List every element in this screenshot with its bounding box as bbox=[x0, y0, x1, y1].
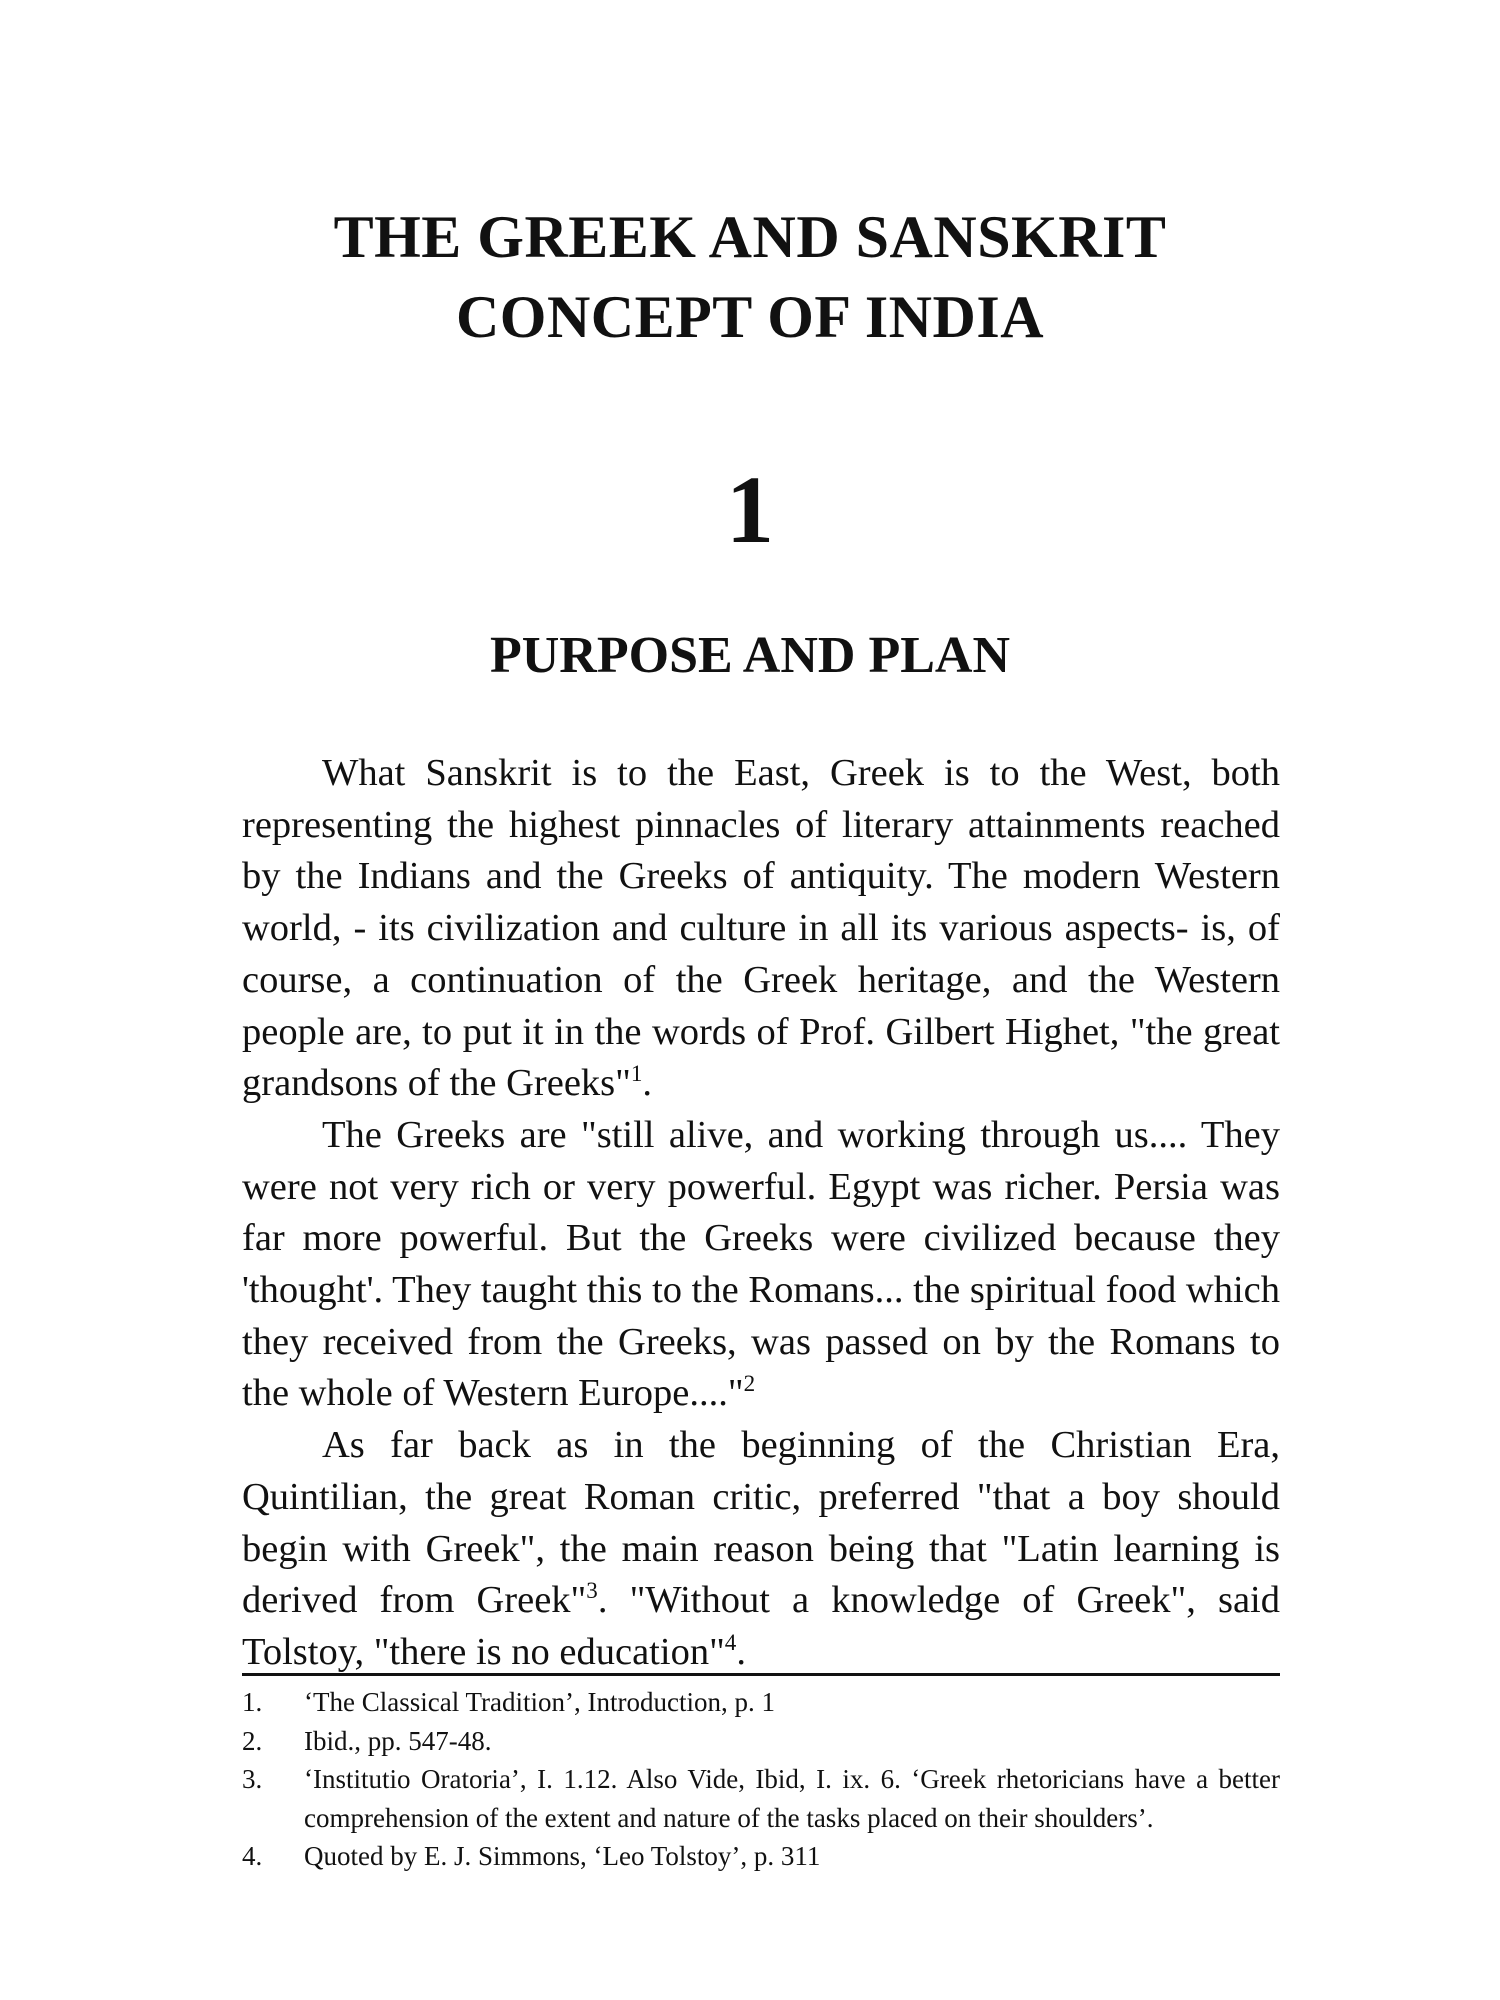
footnote bbox=[242, 1722, 1280, 1761]
paragraph bbox=[242, 1420, 1280, 1679]
paragraph-text: . bbox=[736, 1630, 746, 1673]
chapter-title: PURPOSE AND PLAN bbox=[489, 627, 1011, 684]
chapter-number: 1 bbox=[726, 456, 774, 563]
paragraph-text: . bbox=[642, 1062, 653, 1105]
paragraph-text: . "Without a knowledge of Greek", said Tolstoy, "there is no education" bbox=[242, 1579, 1280, 1673]
paragraph-text: As far back as in the beginning of the Christian Era, Quintilian, the great Roman critic, preferred "that a boy should begin with Greek", the main reason being that "Latin learning is derived from Greek" bbox=[242, 1424, 1280, 1622]
footnote bbox=[242, 1683, 1280, 1722]
footnote-number: 4. bbox=[242, 1841, 263, 1871]
footnote-text: Quoted by E. J. Simmons, ‘Leo Tolstoy’, p. 311 bbox=[304, 1841, 821, 1871]
chapter-body bbox=[242, 748, 1280, 1679]
paragraph bbox=[242, 748, 1280, 1110]
book-title-line-1: THE GREEK AND SANSKRIT bbox=[333, 204, 1167, 270]
footnote-text: ‘The Classical Tradition’, Introduction, p. 1 bbox=[304, 1687, 775, 1717]
footnote-number: 2. bbox=[242, 1725, 263, 1756]
paragraph-text: What Sanskrit is to the East, Greek is to the West, both representing the highest pinnacles of literary attainments reached by the Indians and the Greeks of antiquity. The modern Western world, - its civilization and culture in all its various aspects- is, of course, a continuation of the Greek heritage, and the Western people are, to put it in the words of Prof. Gilbert Highet, "the great grandsons of the Greeks" bbox=[242, 752, 1280, 1105]
footnote-number: 1. bbox=[242, 1687, 263, 1717]
paragraph-text: The Greeks are "still alive, and working through us.... They were not very rich or very powerful. Egypt was richer. Persia was far more powerful. But the Greeks were civilized because they 'thought'. They taught this to the Romans... the spiritual food which they received from the Greeks, was passed on by the Romans to the whole of Western Europe...." bbox=[242, 1113, 1280, 1415]
book-title-line-2: CONCEPT OF INDIA bbox=[455, 284, 1045, 350]
footnote-reference: 2 bbox=[743, 1370, 756, 1397]
footnotes-list bbox=[242, 1683, 1280, 1876]
footnote bbox=[242, 1760, 1280, 1837]
footnote-number: 3. bbox=[242, 1764, 263, 1794]
paragraph bbox=[242, 1110, 1280, 1420]
footnote-reference: 4 bbox=[724, 1629, 737, 1656]
footnote-text: Ibid., pp. 547-48. bbox=[304, 1725, 492, 1756]
footnote bbox=[242, 1837, 1280, 1876]
footnote-text: ‘Institutio Oratoria’, I. 1.12. Also Vide, Ibid, I. ix. 6. ‘Greek rhetoricians have a better comprehension of the extent and nature of the tasks placed on their shoulders’. bbox=[304, 1764, 1280, 1833]
footnote-reference: 3 bbox=[586, 1577, 598, 1604]
footnote-reference: 1 bbox=[630, 1060, 643, 1087]
footnote-divider bbox=[242, 1673, 1280, 1676]
